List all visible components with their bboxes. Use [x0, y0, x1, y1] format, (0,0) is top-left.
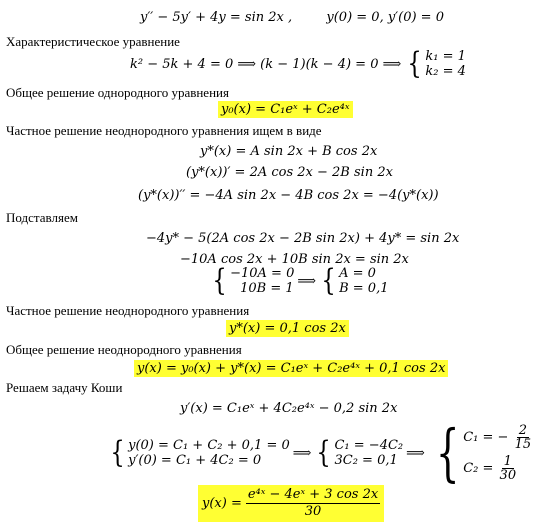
cauchy-derivative: y′(x) = C₁eˣ + 4C₂e⁴ˣ − 0,2 sin 2x: [180, 401, 398, 416]
implies-arrow-3: ⟹: [406, 445, 425, 461]
implies-arrow: ⟹: [297, 273, 316, 289]
cauchy-brace-1: {: [110, 435, 125, 470]
c1-label: C₁ = −: [463, 430, 509, 445]
general-solution-text: y(x) = y₀(x) + y*(x) = C₁eˣ + C₂e⁴ˣ + 0,1 cos 2x: [134, 360, 448, 377]
root-k1: k₁ = 1: [425, 49, 466, 64]
c2-numerator: 1: [503, 454, 512, 469]
general-solution: [134, 362, 448, 375]
cauchy-brace-2: {: [316, 435, 332, 470]
char-eq-expression: k² − 5k + 4 = 0 ⟹ (k − 1)(k − 4) = 0 ⟹: [130, 56, 402, 72]
c2-value: [463, 455, 533, 482]
coef-eq-b: 10B = 1: [240, 281, 294, 296]
c2-label: C₂ =: [463, 461, 494, 476]
particular-solution: [226, 322, 349, 335]
ode-equation: y′′ − 5y′ + 4y = sin 2x ,: [140, 10, 293, 25]
general-heading: Общее решение неоднородного уравнения: [6, 342, 242, 357]
final-denominator: 30: [304, 504, 322, 519]
char-eq-heading: Характеристическое уравнение: [6, 34, 180, 49]
cauchy-sys2: [334, 438, 403, 468]
coef-brace-right: {: [321, 263, 336, 298]
ystar-first-derivative: (y*(x))′ = 2A cos 2x − 2B sin 2x: [186, 165, 393, 180]
final-answer: [198, 485, 384, 522]
cauchy-systems: [108, 416, 533, 489]
root-k2: k₂ = 4: [425, 64, 466, 79]
c1-numerator: 2: [518, 423, 527, 438]
substitute-line2: −10A cos 2x + 10B sin 2x = sin 2x: [180, 252, 409, 267]
particular-form-heading: Частное решение неоднородного уравнения ищем в виде: [6, 123, 322, 138]
final-answer-box: [198, 485, 384, 522]
cauchy-brace-3: {: [435, 416, 460, 489]
problem-equation: [140, 11, 444, 24]
c1-fraction: [513, 424, 533, 451]
ystar-line: y*(x) = A sin 2x + B cos 2x: [200, 144, 378, 159]
ystar-second-derivative: (y*(x))′′ = −4A sin 2x − 4B cos 2x = −4(y*(x)): [138, 188, 439, 203]
cauchy-eq-c2: 3C₂ = 0,1: [334, 453, 398, 468]
final-numerator: e⁴ˣ − 4eˣ + 3 cos 2x: [247, 487, 379, 502]
system-brace: {: [407, 46, 422, 81]
roots-stack: [425, 49, 466, 79]
char-eq-line: [130, 46, 466, 81]
homog-heading: Общее решение однородного уравнения: [6, 85, 229, 100]
coef-result-a: A = 0: [339, 266, 376, 281]
cauchy-eq-dy0: y′(0) = C₁ + 4C₂ = 0: [128, 453, 262, 468]
substitute-line1: −4y* − 5(2A cos 2x − 2B sin 2x) + 4y* = sin 2x: [146, 231, 460, 246]
homog-solution: [218, 103, 353, 116]
coef-eq-a: −10A = 0: [230, 266, 295, 281]
cauchy-sys1: [128, 438, 290, 468]
final-label: y(x) =: [202, 496, 242, 511]
coef-system: [210, 263, 389, 298]
cauchy-results: [463, 424, 533, 482]
cauchy-eq-y0: y(0) = C₁ + C₂ + 0,1 = 0: [128, 438, 290, 453]
homog-solution-text: y₀(x) = C₁eˣ + C₂e⁴ˣ: [218, 101, 353, 118]
initial-conditions: y(0) = 0, y′(0) = 0: [326, 10, 444, 25]
c1-denominator: 15: [514, 437, 532, 452]
cauchy-heading: Решаем задачу Коши: [6, 380, 123, 395]
coef-equations: [230, 266, 294, 296]
c2-denominator: 30: [499, 468, 517, 483]
particular-solution-text: y*(x) = 0,1 cos 2x: [226, 320, 349, 337]
implies-arrow-2: ⟹: [292, 445, 312, 461]
coef-results: [339, 266, 388, 296]
substitute-heading: Подставляем: [6, 210, 78, 225]
particular-heading: Частное решение неоднородного уравнения: [6, 303, 250, 318]
coef-brace-left: {: [212, 263, 227, 298]
c1-value: [463, 424, 533, 451]
coef-result-b: B = 0,1: [339, 281, 389, 296]
c2-fraction: [498, 455, 519, 482]
cauchy-eq-c1: C₁ = −4C₂: [334, 438, 404, 453]
final-fraction: [246, 487, 380, 520]
